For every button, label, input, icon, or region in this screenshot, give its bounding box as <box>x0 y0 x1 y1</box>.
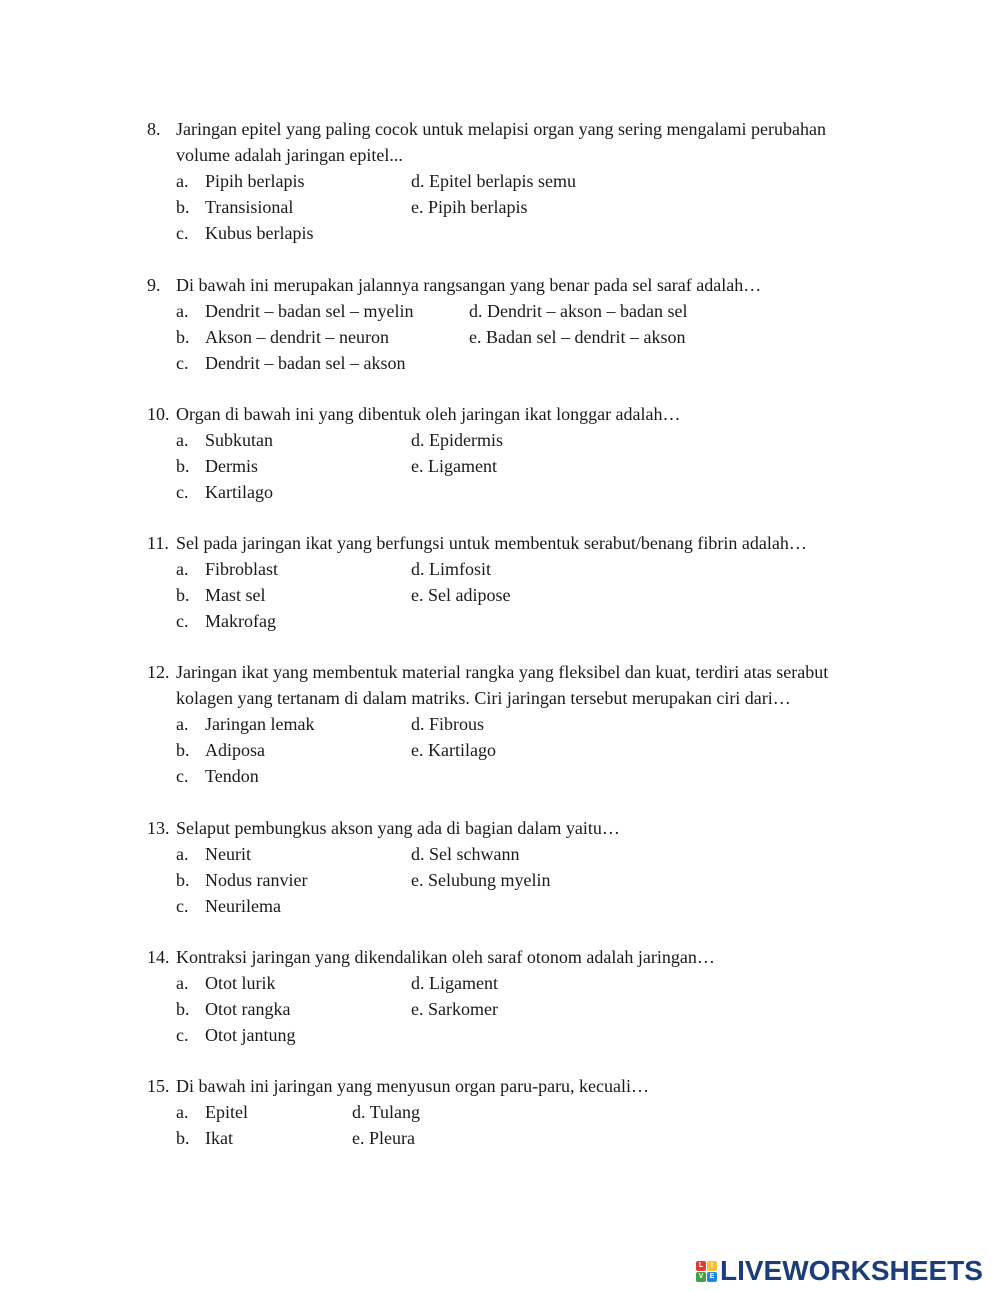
option-d[interactable]: d. Epidermis <box>411 430 503 450</box>
option-letter: a. <box>176 973 189 993</box>
option-letter: a. <box>176 844 189 864</box>
option-c[interactable] <box>176 479 273 505</box>
option-d[interactable]: d. Dendrit – akson – badan sel <box>469 301 688 321</box>
option-letter: c. <box>176 482 189 502</box>
logo-mark-v: V <box>696 1272 706 1282</box>
option-letter: b. <box>176 1128 190 1148</box>
question-text-cont: kolagen yang tertanam di dalam matriks. Ciri jaringan tersebut merupakan ciri dari… <box>176 688 791 708</box>
option-a[interactable] <box>176 427 273 453</box>
option-c[interactable] <box>176 220 313 246</box>
option-letter: c. <box>176 223 189 243</box>
option-d[interactable]: d. Fibrous <box>411 714 485 734</box>
liveworksheets-logo <box>696 1256 983 1286</box>
logo-mark-e: E <box>707 1272 717 1282</box>
option-text: Adiposa <box>205 740 265 760</box>
option-text: Subkutan <box>205 430 274 450</box>
option-text: Makrofag <box>205 611 276 631</box>
question-number: 15. <box>147 1076 170 1096</box>
option-b[interactable] <box>176 737 265 763</box>
option-e[interactable]: e. Sarkomer <box>411 999 498 1019</box>
option-letter: a. <box>176 301 189 321</box>
option-b[interactable] <box>176 1125 233 1151</box>
question-number: 8. <box>147 119 161 139</box>
option-letter: a. <box>176 714 189 734</box>
question-number: 9. <box>147 275 161 295</box>
option-c[interactable] <box>176 763 259 789</box>
option-text: Dendrit – badan sel – myelin <box>205 301 414 321</box>
question-text: Organ di bawah ini yang dibentuk oleh jaringan ikat longgar adalah… <box>176 404 681 424</box>
option-letter: b. <box>176 870 190 890</box>
option-a[interactable] <box>176 841 251 867</box>
option-d[interactable]: d. Sel schwann <box>411 844 520 864</box>
option-letter: a. <box>176 1102 189 1122</box>
option-letter: b. <box>176 585 190 605</box>
option-e[interactable]: e. Selubung myelin <box>411 870 551 890</box>
question-text: Sel pada jaringan ikat yang berfungsi untuk membentuk serabut/benang fibrin adalah… <box>176 533 807 553</box>
option-d[interactable]: d. Limfosit <box>411 559 491 579</box>
option-letter: b. <box>176 740 190 760</box>
option-a[interactable] <box>176 168 305 194</box>
option-b[interactable] <box>176 582 266 608</box>
option-b[interactable] <box>176 194 293 220</box>
question-number: 12. <box>147 662 170 682</box>
question-text-cont: volume adalah jaringan epitel... <box>176 145 403 165</box>
option-text: Mast sel <box>205 585 266 605</box>
option-text: Akson – dendrit – neuron <box>205 327 389 347</box>
option-c[interactable] <box>176 350 405 376</box>
question-text: Selaput pembungkus akson yang ada di bagian dalam yaitu… <box>176 818 620 838</box>
option-text: Kartilago <box>205 482 273 502</box>
option-text: Neurit <box>205 844 251 864</box>
option-text: Tendon <box>205 766 259 786</box>
logo-mark-l: L <box>696 1261 706 1271</box>
option-e[interactable]: e. Ligament <box>411 456 497 476</box>
option-letter: a. <box>176 430 189 450</box>
option-b[interactable] <box>176 867 307 893</box>
option-text: Jaringan lemak <box>205 714 315 734</box>
option-a[interactable] <box>176 1099 248 1125</box>
question-number: 14. <box>147 947 170 967</box>
option-text: Dermis <box>205 456 258 476</box>
option-b[interactable] <box>176 996 290 1022</box>
question-text: Di bawah ini merupakan jalannya rangsangan yang benar pada sel saraf adalah… <box>176 275 762 295</box>
option-a[interactable] <box>176 970 276 996</box>
option-letter: a. <box>176 559 189 579</box>
question-text: Jaringan ikat yang membentuk material rangka yang fleksibel dan kuat, terdiri atas serabut <box>176 662 829 682</box>
option-e[interactable]: e. Pleura <box>352 1128 415 1148</box>
option-letter: c. <box>176 1025 189 1045</box>
option-b[interactable] <box>176 324 389 350</box>
option-letter: c. <box>176 766 189 786</box>
option-text: Fibroblast <box>205 559 279 579</box>
logo-mark-icon <box>696 1261 717 1282</box>
option-text: Otot lurik <box>205 973 276 993</box>
option-a[interactable] <box>176 556 278 582</box>
question-number: 11. <box>147 533 169 553</box>
option-letter: a. <box>176 171 189 191</box>
option-b[interactable] <box>176 453 258 479</box>
logo-text: LIVEWORKSHEETS <box>720 1255 983 1286</box>
option-text: Pipih berlapis <box>205 171 305 191</box>
question-number: 13. <box>147 818 170 838</box>
option-letter: b. <box>176 197 190 217</box>
option-a[interactable] <box>176 298 413 324</box>
option-text: Ikat <box>205 1128 233 1148</box>
option-letter: b. <box>176 999 190 1019</box>
option-letter: c. <box>176 353 189 373</box>
option-text: Otot rangka <box>205 999 291 1019</box>
option-d[interactable]: d. Tulang <box>352 1102 421 1122</box>
option-c[interactable] <box>176 1022 296 1048</box>
option-e[interactable]: e. Badan sel – dendrit – akson <box>469 327 686 347</box>
option-letter: c. <box>176 896 189 916</box>
option-d[interactable]: d. Ligament <box>411 973 498 993</box>
option-text: Nodus ranvier <box>205 870 308 890</box>
option-text: Kubus berlapis <box>205 223 314 243</box>
question-text: Jaringan epitel yang paling cocok untuk melapisi organ yang sering mengalami perubahan <box>176 119 826 139</box>
option-text: Epitel <box>205 1102 248 1122</box>
option-a[interactable] <box>176 711 314 737</box>
option-c[interactable] <box>176 608 276 634</box>
option-text: Transisional <box>205 197 294 217</box>
question-text: Kontraksi jaringan yang dikendalikan oleh saraf otonom adalah jaringan… <box>176 947 715 967</box>
question-text: Di bawah ini jaringan yang menyusun organ paru-paru, kecuali… <box>176 1076 650 1096</box>
option-c[interactable] <box>176 893 281 919</box>
option-letter: b. <box>176 327 190 347</box>
option-e[interactable]: e. Sel adipose <box>411 585 511 605</box>
option-text: Dendrit – badan sel – akson <box>205 353 406 373</box>
option-letter: c. <box>176 611 189 631</box>
logo-mark-i: I <box>707 1261 717 1271</box>
option-text: Otot jantung <box>205 1025 296 1045</box>
option-text: Neurilema <box>205 896 281 916</box>
option-e[interactable]: e. Pipih berlapis <box>411 197 528 217</box>
option-letter: b. <box>176 456 190 476</box>
question-number: 10. <box>147 404 170 424</box>
option-e[interactable]: e. Kartilago <box>411 740 496 760</box>
option-d[interactable]: d. Epitel berlapis semu <box>411 171 576 191</box>
